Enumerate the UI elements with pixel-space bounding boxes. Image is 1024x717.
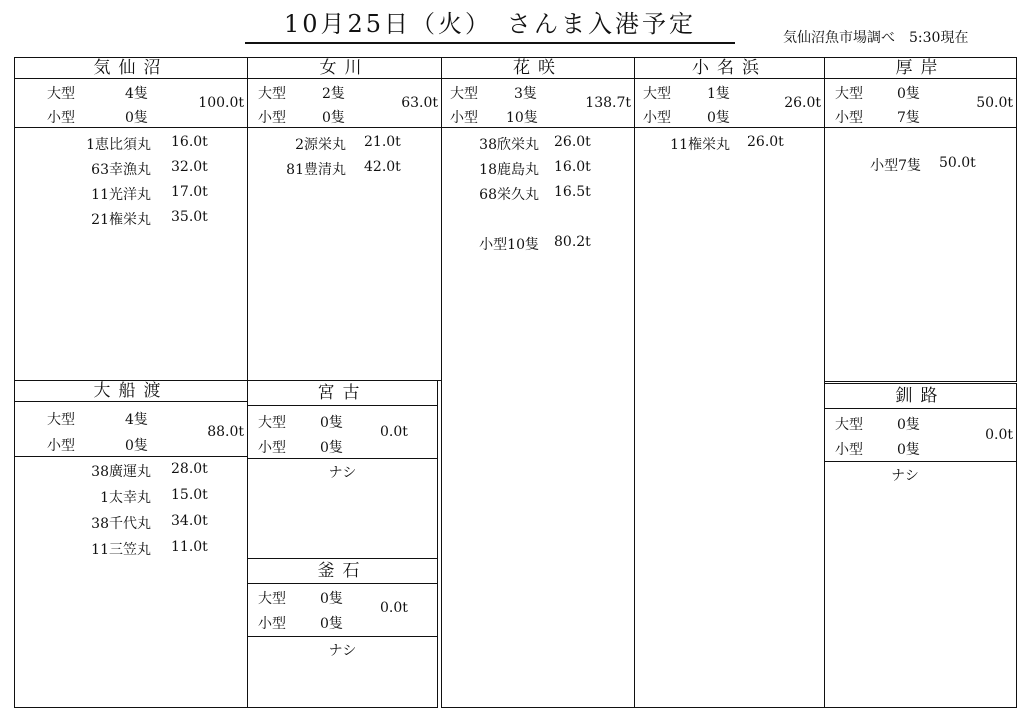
port-panel-ofunato: [14, 380, 248, 708]
boat-name: 68栄久丸: [479, 187, 539, 203]
boat-tons: 16.0t: [171, 134, 208, 150]
port-name: 大船渡: [15, 381, 247, 402]
large-count: 0隻: [897, 417, 920, 433]
total-tons: 0.0t: [380, 424, 408, 440]
boat-tons: 21.0t: [364, 134, 401, 150]
port-name: 小名浜: [635, 58, 824, 79]
boat-name: 38千代丸: [91, 516, 151, 532]
boat-tons: 11.0t: [171, 539, 208, 555]
small-label: 小型: [47, 438, 75, 454]
total-tons: 50.0t: [976, 95, 1013, 111]
small-count: 0隻: [707, 110, 730, 126]
boat-name: 11権栄丸: [670, 137, 730, 153]
small-count: 10隻: [506, 110, 538, 126]
port-summary: [15, 79, 247, 128]
large-label: 大型: [258, 591, 286, 607]
boat-tons: 42.0t: [364, 159, 401, 175]
small-count: 7隻: [897, 110, 920, 126]
total-tons: 63.0t: [401, 95, 438, 111]
boat-tons: 26.0t: [554, 134, 591, 150]
port-name: 女川: [248, 58, 441, 79]
port-panel-miyako: [247, 380, 438, 559]
page-title: 10月25日（火） さんま入港予定: [245, 6, 735, 44]
small-label: 小型: [835, 110, 863, 126]
port-summary: [635, 79, 824, 128]
large-count: 2隻: [322, 86, 345, 102]
none-label: ナシ: [328, 465, 357, 481]
boat-name: 小型10隻: [479, 237, 539, 253]
small-count: 0隻: [320, 440, 343, 456]
large-count: 1隻: [707, 86, 730, 102]
total-tons: 88.0t: [207, 424, 244, 440]
small-label: 小型: [450, 110, 478, 126]
large-count: 3隻: [514, 86, 537, 102]
port-summary: [248, 584, 437, 637]
port-summary: [15, 402, 247, 457]
boat-tons: 34.0t: [171, 513, 208, 529]
large-label: 大型: [258, 415, 286, 431]
port-summary: [248, 79, 441, 128]
port-panel-onahama: [634, 57, 825, 708]
boat-name: 2源栄丸: [295, 137, 346, 153]
boat-tons: 16.5t: [554, 184, 591, 200]
boat-tons: 26.0t: [747, 134, 784, 150]
port-summary: [825, 409, 1016, 462]
large-label: 大型: [643, 86, 671, 102]
boat-name: 1恵比須丸: [86, 137, 151, 153]
large-count: 0隻: [897, 86, 920, 102]
small-count: 0隻: [125, 110, 148, 126]
small-count: 0隻: [320, 616, 343, 632]
small-count: 0隻: [322, 110, 345, 126]
boat-tons: 35.0t: [171, 209, 208, 225]
large-label: 大型: [47, 86, 75, 102]
boat-name: 38欣栄丸: [479, 137, 539, 153]
small-label: 小型: [258, 616, 286, 632]
survey-note: 気仙沼魚市場調べ 5:30現在: [783, 30, 969, 46]
boat-tons: 32.0t: [171, 159, 208, 175]
boat-tons: 80.2t: [554, 234, 591, 250]
total-tons: 138.7t: [585, 95, 631, 111]
boat-tons: 16.0t: [554, 159, 591, 175]
total-tons: 0.0t: [985, 427, 1013, 443]
boat-name: 18鹿島丸: [479, 162, 539, 178]
port-name: 釧路: [825, 384, 1016, 409]
small-label: 小型: [258, 110, 286, 126]
total-tons: 0.0t: [380, 600, 408, 616]
boat-list: [248, 637, 437, 657]
boat-list: [248, 459, 437, 479]
large-count: 0隻: [320, 415, 343, 431]
large-count: 0隻: [320, 591, 343, 607]
boat-name: 38廣運丸: [91, 464, 151, 480]
total-tons: 26.0t: [784, 95, 821, 111]
boat-name: 21権栄丸: [91, 212, 151, 228]
large-label: 大型: [47, 412, 75, 428]
small-count: 0隻: [125, 438, 148, 454]
large-label: 大型: [835, 86, 863, 102]
port-name: 花咲: [442, 58, 634, 79]
boat-name: 1太幸丸: [100, 490, 151, 506]
port-panel-onagawa: [247, 57, 442, 381]
total-tons: 100.0t: [198, 95, 244, 111]
small-label: 小型: [258, 440, 286, 456]
boat-name: 63幸漁丸: [91, 162, 151, 178]
large-count: 4隻: [125, 412, 148, 428]
boat-name: 小型7隻: [870, 158, 921, 174]
large-label: 大型: [835, 417, 863, 433]
small-label: 小型: [643, 110, 671, 126]
boat-name: 11三笠丸: [91, 542, 151, 558]
boat-tons: 28.0t: [171, 461, 208, 477]
boat-name: 11光洋丸: [91, 187, 151, 203]
port-panel-akkeshi: [824, 57, 1017, 382]
small-label: 小型: [835, 442, 863, 458]
large-count: 4隻: [125, 86, 148, 102]
port-name: 宮古: [248, 381, 437, 406]
port-panel-hanasaki: [441, 57, 635, 708]
boat-tons: 15.0t: [171, 487, 208, 503]
none-label: ナシ: [891, 468, 919, 484]
port-panel-kesennuma: [14, 57, 248, 381]
port-summary: [442, 79, 634, 128]
port-name: 気仙沼: [15, 58, 247, 79]
small-count: 0隻: [897, 442, 920, 458]
none-label: ナシ: [328, 643, 357, 659]
port-summary: [248, 406, 437, 459]
large-label: 大型: [258, 86, 286, 102]
boat-list: [825, 462, 1016, 482]
port-panel-kamaishi: [247, 558, 438, 708]
boat-tons: 17.0t: [171, 184, 208, 200]
port-name: 釜石: [248, 559, 437, 584]
port-summary: [825, 79, 1016, 128]
port-name: 厚岸: [825, 58, 1016, 79]
small-label: 小型: [47, 110, 75, 126]
boat-name: 81豊清丸: [286, 162, 346, 178]
boat-tons: 50.0t: [939, 155, 976, 171]
large-label: 大型: [450, 86, 478, 102]
port-panel-kushiro: [824, 383, 1017, 708]
